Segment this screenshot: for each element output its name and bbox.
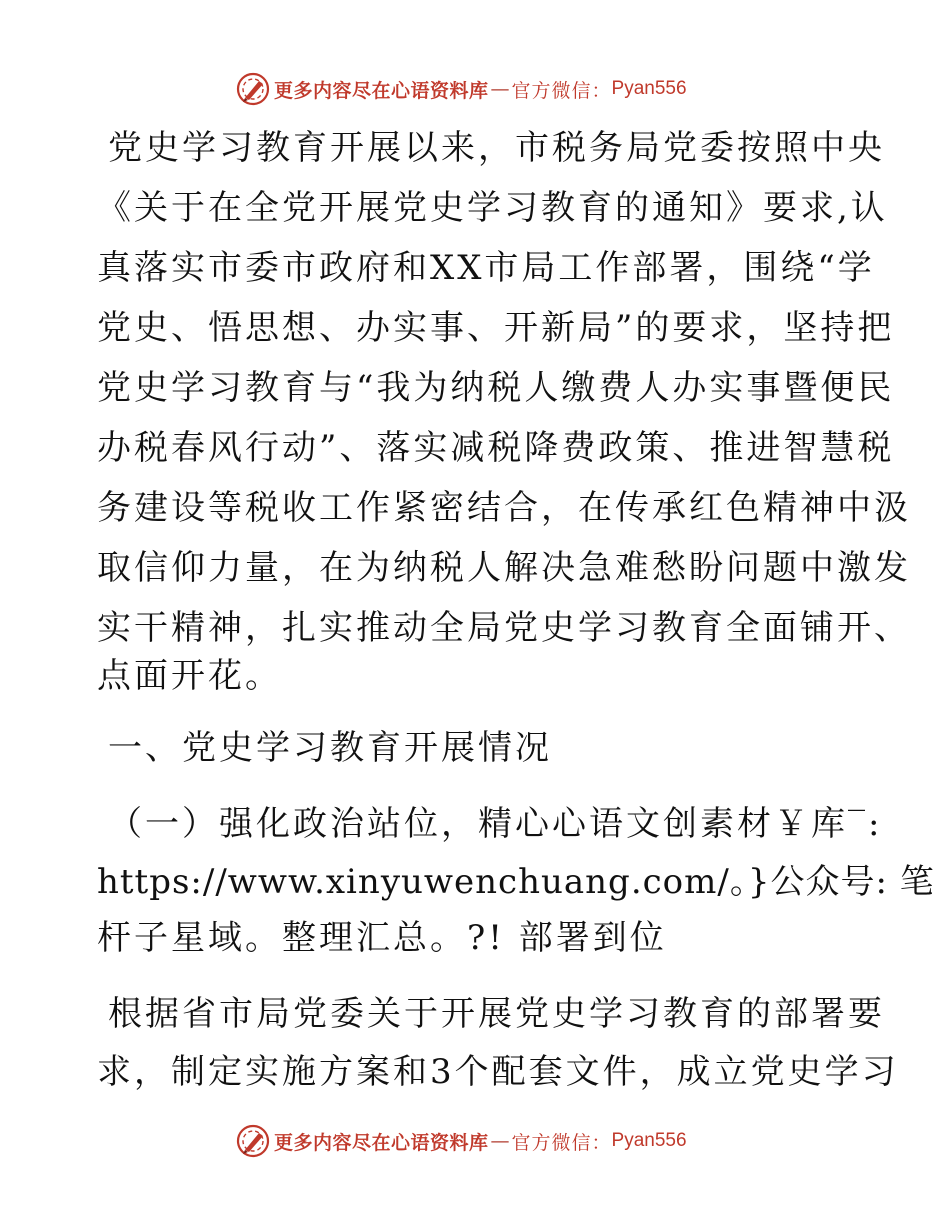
banner-brand-text: 更多内容尽在心语资料库	[274, 79, 489, 102]
paragraph-line: 办税春风行动”、落实减税降费政策、推进智慧税	[97, 428, 895, 468]
banner-dash: —	[490, 1130, 510, 1152]
paragraph-line: 取信仰力量，在为纳税人解决急难愁盼问题中激发	[97, 548, 911, 588]
banner-official-label: 官方微信：	[511, 1131, 612, 1154]
header-watermark	[236, 72, 687, 106]
paragraph-line: 真落实市委市政府和XX市局工作部署，围绕“学	[97, 248, 875, 288]
paragraph-line: 务建设等税收工作紧密结合，在传承红色精神中汲	[97, 488, 911, 528]
paragraph-line: 根据省市局党委关于开展党史学习教育的部署要	[108, 994, 885, 1034]
subsection-heading-line: 杆子星域。整理汇总。?! 部署到位	[97, 918, 667, 958]
paragraph-line: 求，制定实施方案和3个配套文件，成立党史学习	[97, 1052, 899, 1092]
paragraph-line: 点面开花。	[97, 656, 282, 696]
paragraph-line: 实干精神，扎实推动全局党史学习教育全面铺开、	[97, 608, 911, 648]
section-heading: 一、党史学习教育开展情况	[108, 728, 552, 768]
banner-wechat-id: Pyan556	[611, 1130, 687, 1151]
pen-logo-icon	[236, 1124, 270, 1158]
footer-watermark	[236, 1124, 687, 1158]
subsection-heading: （一）强化政治站位，精心心语文创素材￥库‾:	[108, 804, 883, 844]
banner-brand-text: 更多内容尽在心语资料库	[274, 1131, 489, 1154]
banner-dash: —	[490, 78, 510, 100]
pen-logo-icon	[236, 72, 270, 106]
subsection-heading-line: https://www.xinyuwenchuang.com/。}公众号: 笔	[97, 862, 935, 902]
banner-official-label: 官方微信：	[511, 79, 612, 102]
paragraph-line: 党史、悟思想、办实事、开新局”的要求，坚持把	[97, 308, 895, 348]
banner-wechat-id: Pyan556	[611, 78, 687, 99]
paragraph-line: 党史学习教育与“我为纳税人缴费人办实事暨便民	[97, 368, 895, 408]
paragraph-line: 《关于在全党开展党史学习教育的通知》要求,认	[97, 188, 888, 228]
paragraph-line: 党史学习教育开展以来，市税务局党委按照中央	[108, 128, 885, 168]
